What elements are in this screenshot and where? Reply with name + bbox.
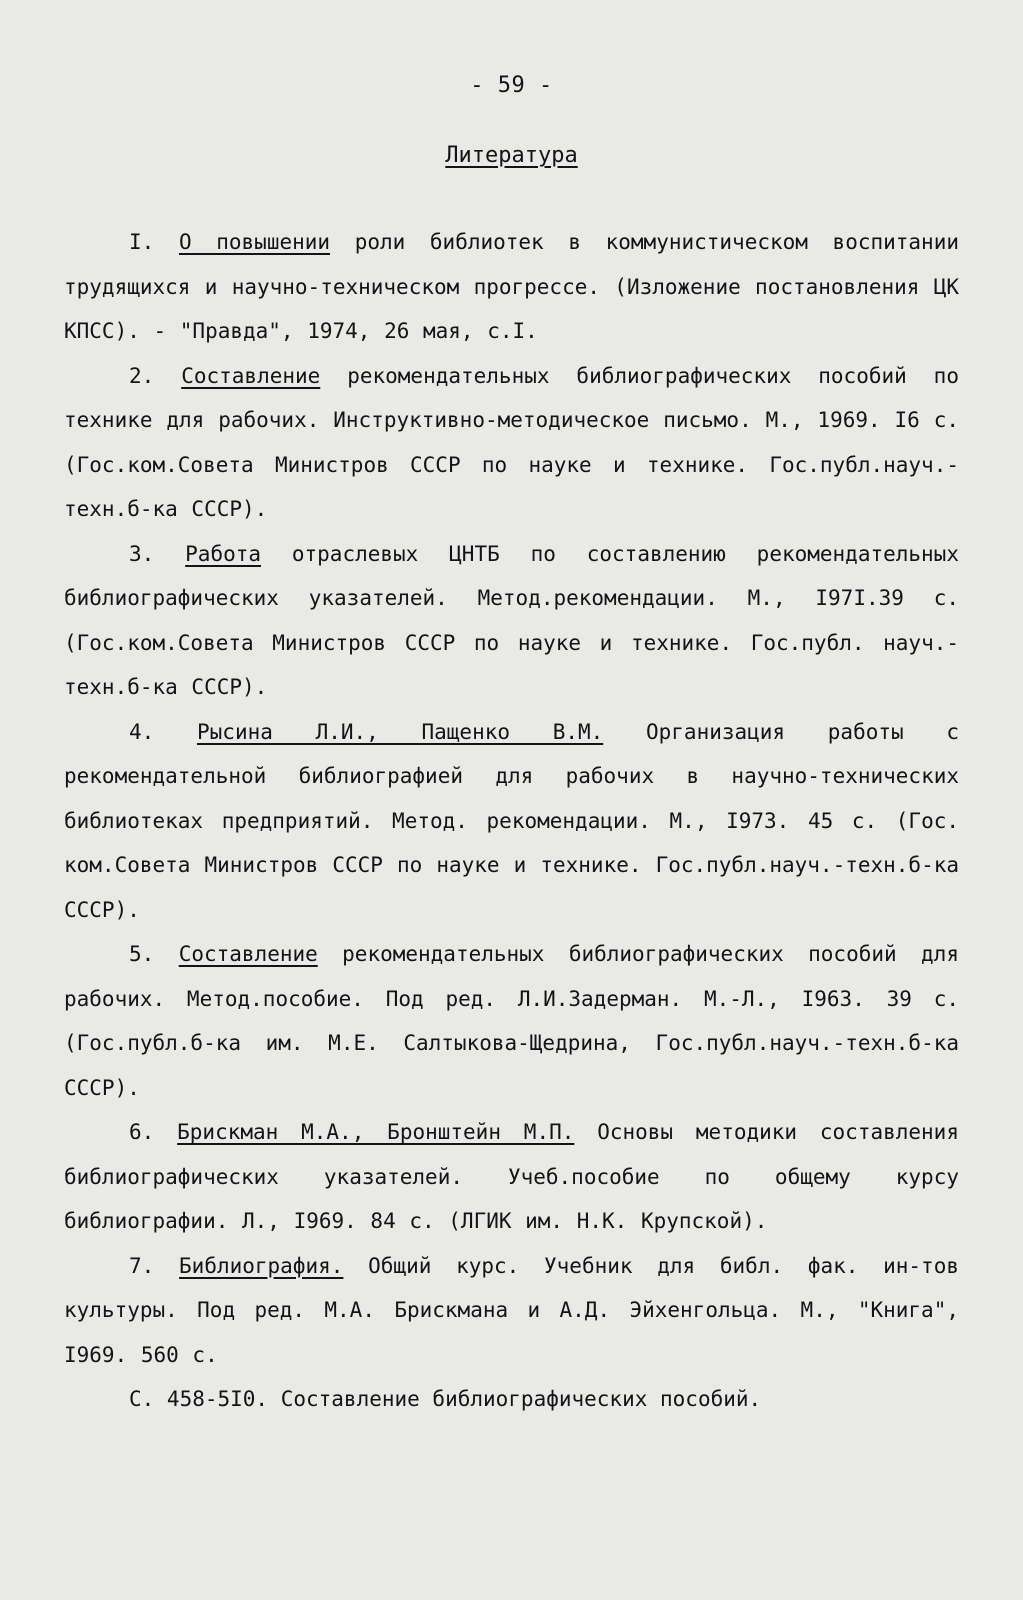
entry-lead: Рысина Л.И., Пащенко В.М. <box>197 719 604 744</box>
entry-text: Общий курс. Учебник для библ. фак. ин-тов культуры. Под ред. М.А. Брискмана и А.Д. Эйхенгольца. М., "Книга", I969. 560 с. <box>64 1253 959 1367</box>
entry-lead: Составление <box>178 942 318 966</box>
entry-number: 2. <box>129 363 155 388</box>
list-item <box>64 932 959 1110</box>
list-item <box>64 220 959 354</box>
entry-lead: Составление <box>181 363 321 388</box>
entry-number: 5. <box>129 942 155 966</box>
entry-lead: Работа <box>185 541 262 566</box>
entry-text: рекомендательных библиографических пособий по технике для рабочих. Инструктивно-методическое письмо. М., 1969. I6 с. (Гос.ком.Совета Министров СССР по науке и технике. Гос.публ.науч.-техн.б-ка СССР). <box>64 363 959 521</box>
page-heading <box>0 143 1023 168</box>
entry-text: Основы методики составления библиографических указателей. Учеб.пособие по общему курсу библиографии. Л., I969. 84 с. (ЛГИК им. Н.К. Крупской). <box>64 1120 959 1233</box>
page-note: С. 458-5I0. Составление библиографических пособий. <box>129 1387 762 1411</box>
page-number: - 59 - <box>470 73 553 98</box>
entry-number: 4. <box>129 719 155 744</box>
entry-lead: Брискман М.А., Бронштейн М.П. <box>177 1120 575 1144</box>
entry-lead: О повышении <box>178 230 331 254</box>
entry-text: Организация работы с рекомендательной библиографией для рабочих в научно-технических библиотеках предприятий. Метод. рекомендации. М., I973. 45 с. (Гос. ком.Совета Министров СССР по науке и технике. Гос.публ.науч.-техн.б-ка СССР). <box>64 719 959 922</box>
list-item <box>64 710 959 933</box>
list-item <box>64 1244 959 1378</box>
entry-text: роли библиотек в коммунистическом воспитании трудящихся и научно-техническом прогрессе. (Изложение постановления ЦК КПСС). - "Правда", 1974, 26 мая, с.I. <box>64 230 959 343</box>
entry-number: 3. <box>129 541 155 566</box>
list-item <box>64 1110 959 1244</box>
bibliography-list <box>64 220 959 1422</box>
heading-text: Литература <box>445 143 578 168</box>
entry-number: 6. <box>129 1120 155 1144</box>
entry-text: отраслевых ЦНТБ по составлению рекомендательных библиографических указателей. Метод.рекомендации. М., I97I.39 с. (Гос.ком.Совета Министров СССР по науке и технике. Гос.публ. науч.-техн.б-ка СССР). <box>64 541 959 699</box>
entry-text: рекомендательных библиографических пособий для рабочих. Метод.пособие. Под ред. Л.И.Задерман. М.-Л., I963. 39 с. (Гос.публ.б-ка им. М.Е. Салтыкова-Щедрина, Гос.публ.науч.-техн.б-ка СССР). <box>64 942 959 1100</box>
entry-number: 7. <box>129 1253 155 1278</box>
entry-number: I. <box>129 230 155 254</box>
list-item <box>64 354 959 532</box>
list-item <box>64 532 959 710</box>
entry-lead: Библиография. <box>179 1253 344 1278</box>
